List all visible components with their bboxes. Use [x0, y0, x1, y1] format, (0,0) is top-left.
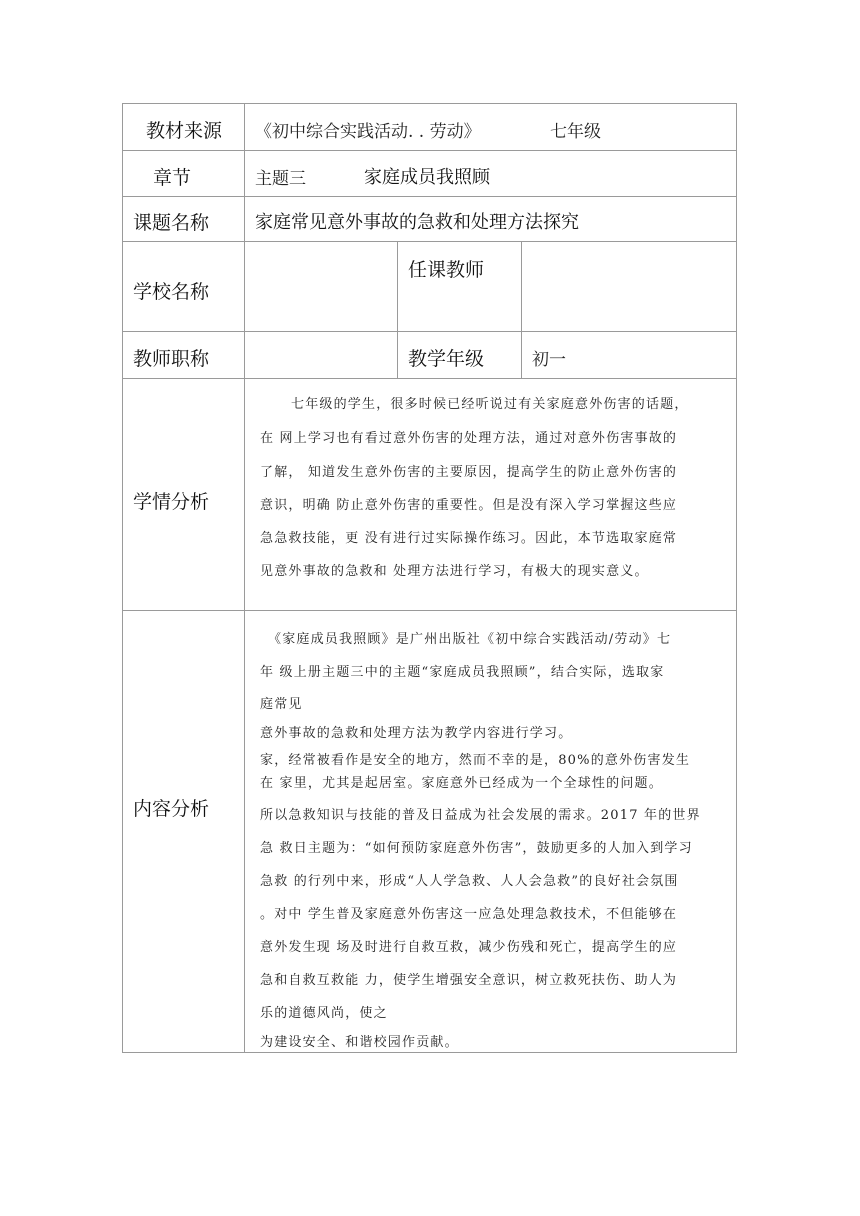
- content-line: 意外发生现 场及时进行自救互救，减少伤残和死亡，提高学生的应: [260, 940, 678, 955]
- source-label: 教材来源: [146, 120, 223, 142]
- content-label: 内容分析: [133, 798, 210, 820]
- content-line: 《家庭成员我照顾》是广州出版社《初中综合实践活动/劳动》七: [268, 632, 672, 647]
- content-line: 庭常见: [260, 697, 303, 712]
- source-grade: 七年级: [550, 122, 601, 142]
- title-label: 教师职称: [133, 348, 210, 370]
- row-divider: [122, 331, 737, 332]
- content-line: 急 救日主题为：“如何预防家庭意外伤害”，鼓励更多的人加入到学习: [260, 841, 693, 856]
- table-border-bottom: [122, 1052, 737, 1053]
- content-line: 急救 的行列中来，形成“人人学急救、人人会急救”的良好社会氛围: [260, 874, 679, 889]
- row-divider: [122, 150, 737, 151]
- lesson-title: 家庭常见意外事故的急救和处理方法探究: [255, 212, 579, 233]
- content-line: 乐的道德风尚，使之: [260, 1006, 388, 1021]
- source-book: 《初中综合实践活动. . 劳动》: [255, 122, 481, 142]
- analysis-line: 见意外事故的急救和 处理方法进行学习，有极大的现实意义。: [260, 564, 649, 579]
- column-divider: [397, 241, 398, 378]
- lesson-label: 课题名称: [133, 212, 210, 234]
- grade-value: 初一: [532, 350, 566, 370]
- chapter-label: 章节: [153, 167, 192, 189]
- analysis-label: 学情分析: [133, 491, 210, 513]
- content-line: 。对中 学生普及家庭意外伤害这一应急处理急救技术，不但能够在: [260, 907, 678, 922]
- analysis-line: 急急救技能，更 没有进行过实际操作练习。因此，本节选取家庭常: [260, 531, 678, 546]
- teacher-label: 任课教师: [408, 259, 485, 281]
- row-divider: [122, 241, 737, 242]
- content-line: 家，经常被看作是安全的地方，然而不幸的是，80%的意外伤害发生: [260, 753, 691, 768]
- analysis-line: 意识，明确 防止意外伤害的重要性。但是没有深入学习掌握这些应: [260, 498, 678, 513]
- analysis-line: 了解， 知道发生意外伤害的主要原因，提高学生的防止意外伤害的: [260, 465, 678, 480]
- column-divider: [244, 103, 245, 1053]
- table-border-left: [122, 103, 123, 1053]
- analysis-line: 在 网上学习也有看过意外伤害的处理方法，通过对意外伤害事故的: [260, 431, 678, 446]
- grade-label: 教学年级: [408, 348, 485, 370]
- chapter-title: 家庭成员我照顾: [364, 167, 490, 188]
- school-label: 学校名称: [133, 281, 210, 303]
- analysis-line: 七年级的学生，很多时候已经听说过有关家庭意外伤害的话题，: [291, 397, 689, 412]
- content-line: 所以急救知识与技能的普及日益成为社会发展的需求。2017 年的世界: [260, 808, 701, 823]
- row-divider: [122, 196, 737, 197]
- content-line: 年 级上册主题三中的主题“家庭成员我照顾”，结合实际，选取家: [260, 665, 665, 680]
- content-line: 在 家里，尤其是起居室。家庭意外已经成为一个全球性的问题。: [260, 776, 663, 791]
- row-divider: [122, 610, 737, 611]
- column-divider: [521, 241, 522, 378]
- content-line: 为建设安全、和谐校园作贡献。: [260, 1035, 459, 1050]
- table-border-right: [736, 103, 737, 1053]
- row-divider: [122, 378, 737, 379]
- table-border-top: [122, 103, 737, 104]
- content-line: 急和自救互救能 力，使学生增强安全意识，树立救死扶伤、助人为: [260, 973, 678, 988]
- chapter-theme: 主题三: [255, 169, 306, 189]
- content-line: 意外事故的急救和处理方法为教学内容进行学习。: [260, 726, 573, 741]
